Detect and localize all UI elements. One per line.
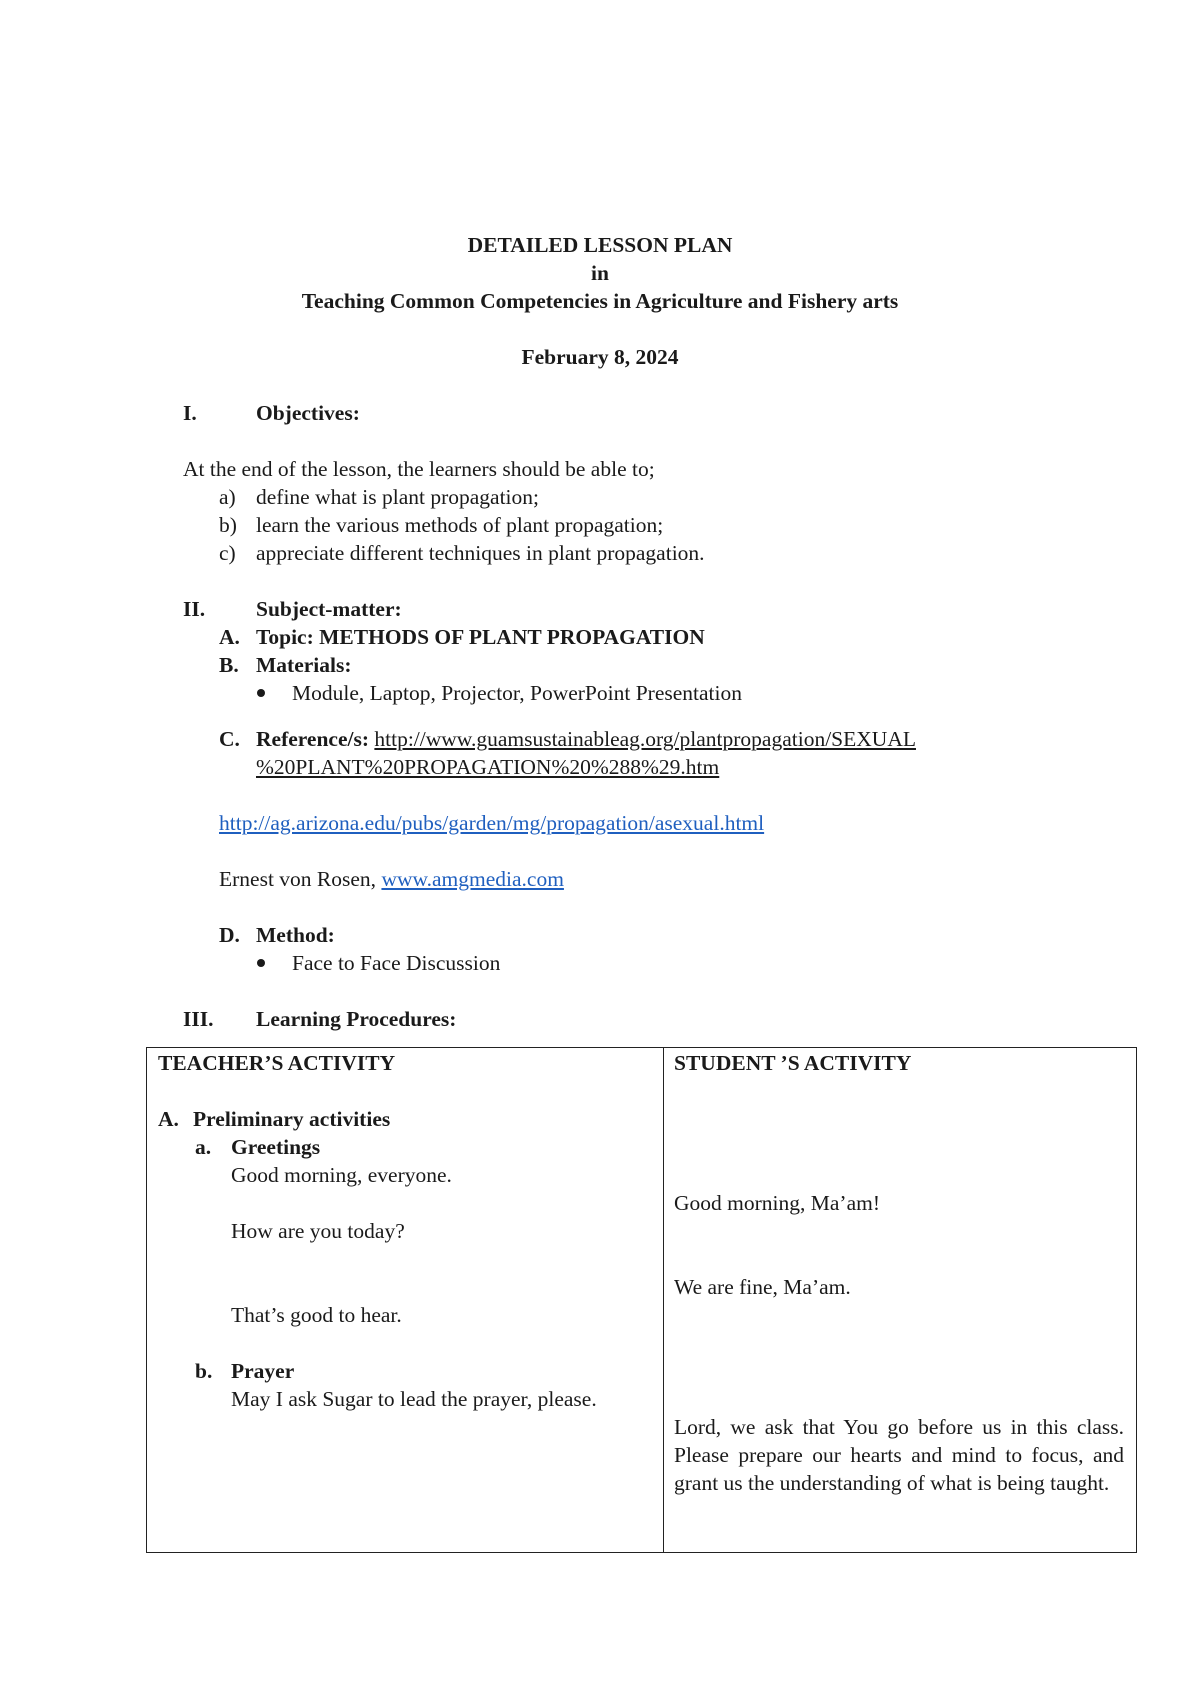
method-label: Method: (256, 923, 335, 947)
student-greeting: Good morning, Ma’am! (674, 1191, 881, 1215)
greetings-label: Greetings (231, 1135, 321, 1159)
prayer-marker: b. (195, 1359, 213, 1383)
topic-marker: A. (219, 625, 240, 649)
objective-marker: a) (219, 485, 236, 509)
teacher-response: That’s good to hear. (231, 1303, 402, 1327)
teacher-prayer-request: May I ask Sugar to lead the prayer, please. (231, 1387, 597, 1411)
column-divider (663, 1048, 664, 1552)
references-marker: C. (219, 727, 240, 751)
objective-marker: c) (219, 541, 236, 565)
document-title: DETAILED LESSON PLAN (467, 233, 733, 257)
materials-item: Module, Laptop, Projector, PowerPoint Presentation (292, 681, 742, 705)
teacher-question: How are you today? (231, 1219, 405, 1243)
bullet-icon (257, 959, 265, 967)
title-connector: in (591, 261, 609, 285)
prayer-label: Prayer (231, 1359, 295, 1383)
teacher-greeting: Good morning, everyone. (231, 1163, 452, 1187)
reference-link-arizona[interactable]: http://ag.arizona.edu/pubs/garden/mg/propagation/asexual.html (219, 811, 765, 835)
section-heading-subject: Subject-matter: (256, 597, 402, 621)
student-prayer: Lord, we ask that You go before us in this class. Please prepare our hearts and mind to focus, and grant us the understanding of what is being taught. (674, 1415, 1124, 1495)
reference-arizona (219, 809, 764, 837)
section-numeral-procedures: III. (183, 1007, 214, 1031)
reference-link-guam[interactable]: http://www.guamsustainableag.org/plantpropagation/SEXUAL (374, 727, 916, 751)
document-subtitle: Teaching Common Competencies in Agriculture and Fishery arts (301, 289, 899, 313)
materials-label: Materials: (256, 653, 352, 677)
section-numeral-objectives: I. (183, 401, 197, 425)
student-response: We are fine, Ma’am. (674, 1275, 851, 1299)
objective-item: define what is plant propagation; (256, 485, 540, 509)
section-heading-objectives: Objectives: (256, 401, 360, 425)
document-date: February 8, 2024 (521, 345, 679, 369)
section-numeral-subject: II. (183, 597, 206, 621)
reference-author: Ernest von Rosen, (219, 867, 377, 891)
objective-item: appreciate different techniques in plant propagation. (256, 541, 705, 565)
materials-marker: B. (219, 653, 239, 677)
method-marker: D. (219, 923, 240, 947)
objective-item: learn the various methods of plant propagation; (256, 513, 664, 537)
greetings-marker: a. (195, 1135, 212, 1159)
reference-link-guam-continued (256, 753, 719, 781)
references-entry (256, 725, 916, 753)
bullet-icon (257, 689, 265, 697)
reference-author-entry (219, 865, 564, 893)
references-label: Reference/s: (256, 727, 370, 751)
section-heading-procedures: Learning Procedures: (256, 1007, 457, 1031)
section-a-marker: A. (158, 1107, 179, 1131)
section-a-label: Preliminary activities (193, 1107, 391, 1131)
student-column-header: STUDENT ’S ACTIVITY (674, 1051, 912, 1075)
reference-link-amgmedia[interactable]: www.amgmedia.com (381, 867, 564, 891)
reference-link-guam-line2[interactable]: %20PLANT%20PROPAGATION%20%288%29.htm (256, 755, 720, 779)
method-item: Face to Face Discussion (292, 951, 501, 975)
topic-text: Topic: METHODS OF PLANT PROPAGATION (256, 625, 705, 649)
objective-marker: b) (219, 513, 237, 537)
objectives-intro: At the end of the lesson, the learners should be able to; (183, 457, 655, 481)
teacher-column-header: TEACHER’S ACTIVITY (158, 1051, 396, 1075)
